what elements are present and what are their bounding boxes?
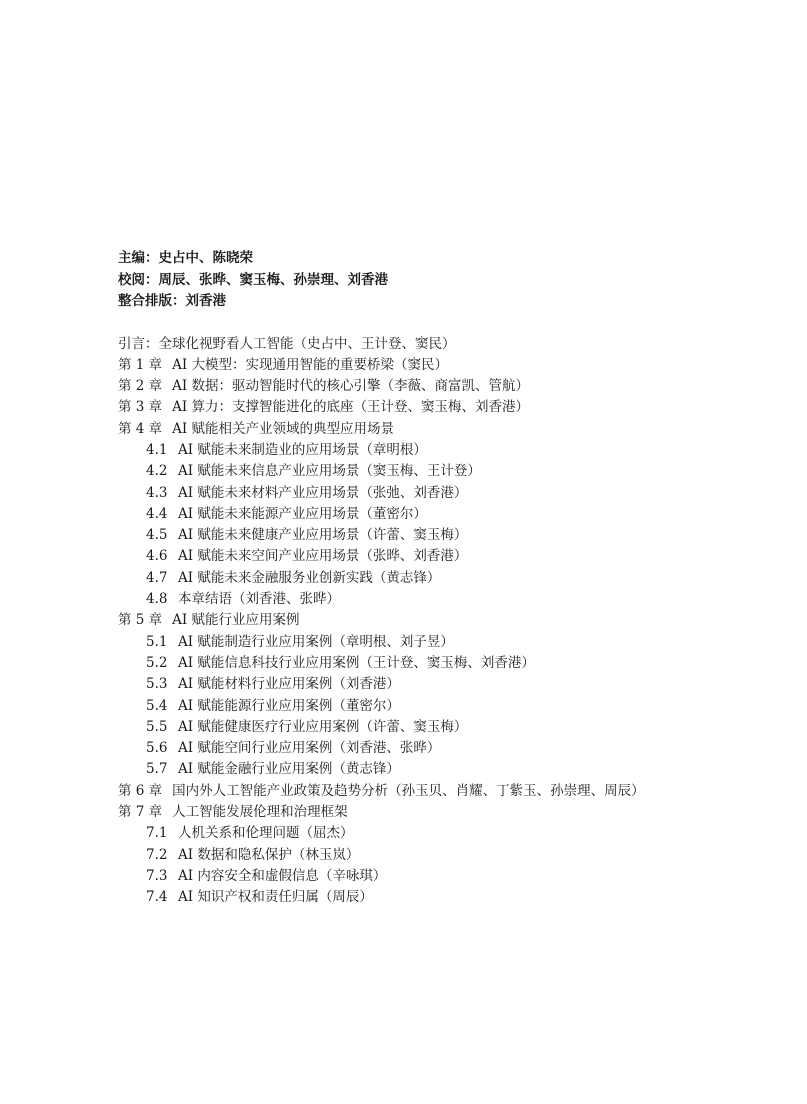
toc-section bbox=[118, 525, 778, 546]
toc-number: 4.3 bbox=[146, 484, 168, 501]
toc-title: AI 赋能空间行业应用案例（刘香港、张晔） bbox=[178, 740, 441, 757]
credits-block bbox=[118, 248, 778, 313]
toc-title: AI 赋能未来金融服务业创新实践（黄志锋） bbox=[178, 569, 441, 586]
toc-number: 第 3 章 bbox=[118, 399, 163, 416]
credit-layout: 整合排版：刘香港 bbox=[118, 293, 226, 309]
toc-title: AI 赋能健康医疗行业应用案例（许蕾、窦玉梅） bbox=[178, 718, 468, 735]
toc-number: 第 1 章 bbox=[118, 356, 163, 373]
document-page bbox=[118, 248, 778, 909]
toc-number: 4.1 bbox=[146, 441, 168, 458]
toc-title: AI 赋能材料行业应用案例（刘香港） bbox=[178, 676, 400, 693]
toc-title: AI 赋能信息科技行业应用案例（王计登、窦玉梅、刘香港） bbox=[178, 654, 535, 671]
toc-number: 第 6 章 bbox=[118, 782, 163, 799]
toc-title: 本章结语（刘香港、张晔） bbox=[178, 591, 340, 608]
toc-number: 5.3 bbox=[146, 676, 168, 693]
toc-number: 5.5 bbox=[146, 718, 168, 735]
toc-chapter bbox=[118, 334, 778, 355]
toc-title: AI 内容安全和虚假信息（辛咏琪） bbox=[178, 867, 387, 884]
toc-title: AI 大模型：实现通用智能的重要桥梁（窦民） bbox=[172, 356, 449, 373]
toc-section bbox=[118, 461, 778, 482]
toc-section bbox=[118, 717, 778, 738]
toc-chapter bbox=[118, 781, 778, 802]
toc-number: 5.6 bbox=[146, 740, 168, 757]
toc-section bbox=[118, 568, 778, 589]
toc-title: AI 赋能相关产业领域的典型应用场景 bbox=[172, 420, 395, 437]
toc-title: 国内外人工智能产业政策及趋势分析（孙玉贝、肖耀、丁紫玉、孙崇理、周辰） bbox=[172, 782, 645, 799]
toc-chapter bbox=[118, 802, 778, 823]
toc-title: AI 赋能行业应用案例 bbox=[172, 612, 300, 629]
toc-chapter bbox=[118, 610, 778, 631]
toc-title: AI 赋能未来材料产业应用场景（张弛、刘香港） bbox=[178, 484, 468, 501]
toc-number: 7.4 bbox=[146, 889, 168, 906]
toc-title: 引言：全球化视野看人工智能（史占中、王计登、窦民） bbox=[118, 335, 456, 352]
toc-title: AI 赋能能源行业应用案例（董密尔） bbox=[178, 697, 400, 714]
toc-chapter bbox=[118, 419, 778, 440]
toc-section bbox=[118, 674, 778, 695]
toc-number: 4.4 bbox=[146, 505, 168, 522]
toc-chapter bbox=[118, 397, 778, 418]
toc-title: AI 赋能未来信息产业应用场景（窦玉梅、王计登） bbox=[178, 463, 481, 480]
toc-section bbox=[118, 504, 778, 525]
toc-number: 第 7 章 bbox=[118, 804, 163, 821]
toc-number: 4.5 bbox=[146, 527, 168, 544]
toc-number: 5.7 bbox=[146, 761, 168, 778]
toc-number: 7.1 bbox=[146, 825, 168, 842]
toc-section bbox=[118, 738, 778, 759]
toc-number: 第 2 章 bbox=[118, 378, 163, 395]
toc-title: AI 赋能未来制造业的应用场景（章明根） bbox=[178, 441, 427, 458]
toc-number: 4.8 bbox=[146, 591, 168, 608]
toc-title: 人工智能发展伦理和治理框架 bbox=[172, 804, 348, 821]
toc-number: 第 4 章 bbox=[118, 420, 163, 437]
toc-section bbox=[118, 759, 778, 780]
toc-section bbox=[118, 440, 778, 461]
toc-number: 7.3 bbox=[146, 867, 168, 884]
toc-section bbox=[118, 546, 778, 567]
toc-title: AI 赋能未来能源产业应用场景（董密尔） bbox=[178, 505, 427, 522]
toc-number: 5.4 bbox=[146, 697, 168, 714]
toc-number: 第 5 章 bbox=[118, 612, 163, 629]
toc-title: AI 赋能未来健康产业应用场景（许蕾、窦玉梅） bbox=[178, 527, 468, 544]
toc-chapter bbox=[118, 376, 778, 397]
toc-section bbox=[118, 823, 778, 844]
toc-section bbox=[118, 653, 778, 674]
toc-title: AI 赋能制造行业应用案例（章明根、刘子昱） bbox=[178, 633, 454, 650]
toc-number: 4.7 bbox=[146, 569, 168, 586]
toc-number: 4.2 bbox=[146, 463, 168, 480]
toc-section bbox=[118, 632, 778, 653]
toc-section bbox=[118, 483, 778, 504]
toc-chapter bbox=[118, 355, 778, 376]
toc-section bbox=[118, 866, 778, 887]
toc-number: 5.1 bbox=[146, 633, 168, 650]
toc-title: AI 算力：支撑智能进化的底座（王计登、窦玉梅、刘香港） bbox=[172, 399, 530, 416]
toc-title: AI 数据和隐私保护（林玉岚） bbox=[178, 846, 360, 863]
toc-number: 7.2 bbox=[146, 846, 168, 863]
toc-number: 4.6 bbox=[146, 548, 168, 565]
toc-title: AI 知识产权和责任归属（周辰） bbox=[178, 889, 373, 906]
toc-title: AI 赋能未来空间产业应用场景（张晔、刘香港） bbox=[178, 548, 468, 565]
table-of-contents bbox=[118, 334, 778, 909]
toc-section bbox=[118, 589, 778, 610]
credit-reviewers: 校阅：周辰、张晔、窦玉梅、孙崇理、刘香港 bbox=[118, 271, 388, 288]
toc-title: 人机关系和伦理问题（屈杰） bbox=[178, 825, 354, 842]
toc-number: 5.2 bbox=[146, 654, 168, 671]
toc-title: AI 数据：驱动智能时代的核心引擎（李薇、商富凯、管航） bbox=[172, 378, 530, 395]
credit-editor: 主编：史占中、陈晓荣 bbox=[118, 250, 253, 266]
toc-section bbox=[118, 845, 778, 866]
toc-section bbox=[118, 696, 778, 717]
toc-title: AI 赋能金融行业应用案例（黄志锋） bbox=[178, 761, 400, 778]
toc-section bbox=[118, 887, 778, 908]
